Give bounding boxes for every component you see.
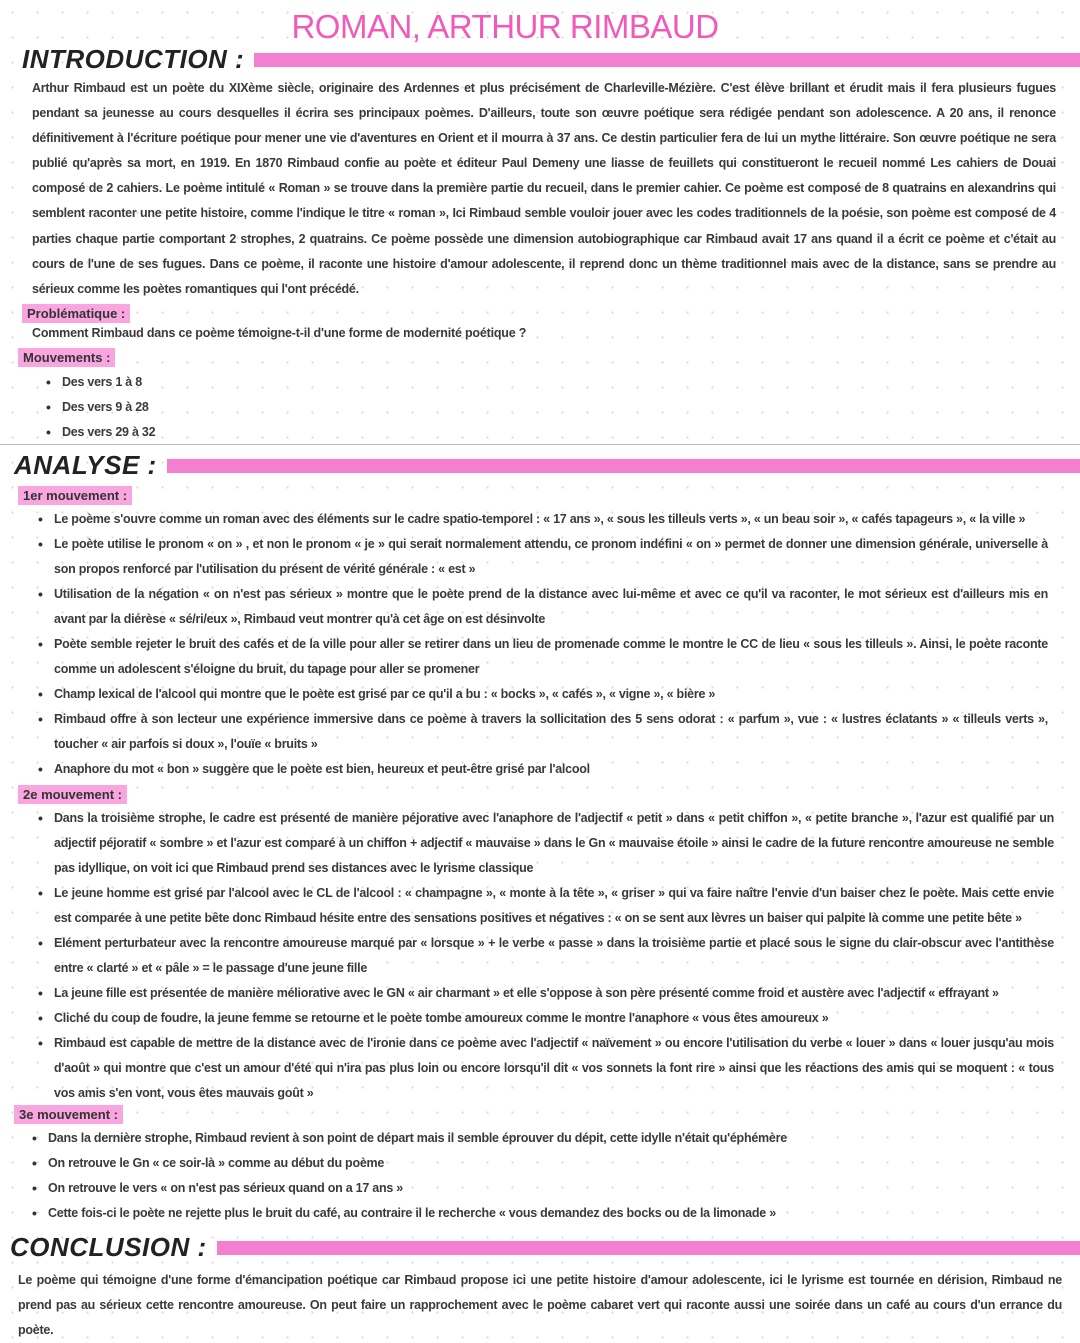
conclusion-label: CONCLUSION : [10, 1232, 207, 1262]
list-item: • Poète semble rejeter le bruit des cafés et de la ville pour aller se retirer dans un lieu de promenade comme le montre le CC de lieu « sous les tilleuls ». Ainsi, le poète raconte comme un adolescent s'éloigne du bruit, du tapage pour aller se promener [34, 632, 1048, 682]
list-item: • Dans la dernière strophe, Rimbaud revient à son point de départ mais il semble éprouver du dépit, cette idylle n'était qu'éphémère [28, 1126, 1048, 1151]
list-item: • Rimbaud offre à son lecteur une expérience immersive dans ce poème à travers la sollicitation des 5 sens odorat : « parfum », vue : « lustres éclatants » « tilleuls verts », toucher « air parfois si doux », l'ouïe « bruits » [34, 707, 1048, 757]
list-item: • Le poète utilise le pronom « on » , et non le pronom « je » qui serait normalement attendu, ce pronom indéfini « on » permet de donner une dimension générale, universelle à son propos renforcé par l'utilisation du présent de vérité générale : « est » [34, 532, 1048, 582]
page-title: ROMAN, ARTHUR RIMBAUD [291, 8, 719, 45]
mouvement-2-list [34, 806, 1054, 1106]
mouvement-2-tag: 2e mouvement : [18, 785, 127, 804]
introduction-heading [22, 44, 1080, 75]
list-item: • Le poème s'ouvre comme un roman avec des éléments sur le cadre spatio-temporel : « 17 ans », « sous les tilleuls verts », « un beau soir », « cafés tapageurs », « la ville » [34, 507, 1048, 532]
problematique-text: Comment Rimbaud dans ce poème témoigne-t-il d'une forme de modernité poétique ? [32, 326, 527, 340]
list-item: • La jeune fille est présentée de manière méliorative avec le GN « air charmant » et elle s'oppose à son père présenté comme froid et austère avec l'adjectif « effrayant » [34, 981, 1054, 1006]
list-item: • On retrouve le vers « on n'est pas sérieux quand on a 17 ans » [28, 1176, 1048, 1201]
mouvement-3-tag: 3e mouvement : [14, 1105, 123, 1124]
conclusion-bar [217, 1241, 1080, 1255]
mouvement-1-tag: 1er mouvement : [18, 486, 132, 505]
section-divider [0, 444, 1080, 445]
list-item: • Des vers 1 à 8 [42, 370, 442, 395]
mouvements-tag: Mouvements : [18, 348, 115, 367]
conclusion-heading [10, 1232, 1080, 1263]
mouvements-list [42, 370, 442, 445]
analyse-heading [14, 450, 1080, 481]
list-item: • Des vers 29 à 32 [42, 420, 442, 445]
list-item: • Dans la troisième strophe, le cadre est présenté de manière péjorative avec l'anaphore de l'adjectif « petit » dans « petit chiffon », « petite branche », l'azur est qualifié par un adjectif péjoratif « sombre » et l'azur est comparé à un chiffon + adjectif « mauvaise » dans le Gn « mauvaise étoile » ainsi le cadre de la future rencontre amoureuse ne semble pas idyllique, on voit ici que Rimbaud prend ses distances avec le lyrisme classique [34, 806, 1054, 881]
list-item: • Utilisation de la négation « on n'est pas sérieux » montre que le poète prend de la distance avec lui-même et avec ce qu'il va raconter, le mot sérieux est d'ailleurs mis en avant par la diérèse « sé/ri/eux », Rimbaud veut montrer qu'à cet âge on est désinvolte [34, 582, 1048, 632]
list-item: • Des vers 9 à 28 [42, 395, 442, 420]
list-item: • Elément perturbateur avec la rencontre amoureuse marqué par « lorsque » + le verbe « passe » dans la troisième partie et placé sous le signe du clair-obscur avec l'antithèse entre « clarté » et « pâle » = le passage d'une jeune fille [34, 931, 1054, 981]
conclusion-paragraph: Le poème qui témoigne d'une forme d'émancipation poétique car Rimbaud propose ici une petite histoire d'amour adolescente, ici le lyrisme est tournée en dérision, Rimbaud ne prend pas au sérieux cette rencontre amoureuse. On peut faire un rapprochement avec le poème cabaret vert qui raconte aussi une soirée dans un café au cours d'un errance du poète. [18, 1273, 1062, 1337]
mouvement-1-list [34, 507, 1048, 782]
analyse-bar [167, 459, 1080, 473]
list-item: • Le jeune homme est grisé par l'alcool avec le CL de l'alcool : « champagne », « monte à la tête », « griser » qui va faire naître l'envie d'un baiser chez le poète. Mais cette envie est comparée à une petite bête donc Rimbaud hésite entre des sensations positives et négatives : « on se sent aux lèvres un baiser qui palpite là comme une petite bête » [34, 881, 1054, 931]
list-item: • Rimbaud est capable de mettre de la distance avec de l'ironie dans ce poème avec l'adjectif « naïvement » ou encore l'utilisation du verbe « louer » dans « louer jusqu'au mois d'août » qui montre que c'est un amour d'été qui n'ira pas plus loin ou encore lorsqu'il dit « vos sonnets la font rire » ainsi que les réactions des amis qui se moquent : « tous vos amis s'en vont, vous êtes mauvais goût » [34, 1031, 1054, 1106]
list-item: • Cliché du coup de foudre, la jeune femme se retourne et le poète tombe amoureux comme le montre l'anaphore « vous êtes amoureux » [34, 1006, 1054, 1031]
introduction-bar [254, 53, 1080, 67]
list-item: • Anaphore du mot « bon » suggère que le poète est bien, heureux et peut-être grisé par l'alcool [34, 757, 1048, 782]
analyse-label: ANALYSE : [14, 450, 157, 480]
mouvement-3-list [28, 1126, 1048, 1226]
problematique-tag: Problématique : [22, 304, 130, 323]
list-item: • Cette fois-ci le poète ne rejette plus le bruit du café, au contraire il le recherche « vous demandez des bocks ou de la limonade » [28, 1201, 1048, 1226]
introduction-paragraph: Arthur Rimbaud est un poète du XIXème siècle, originaire des Ardennes et plus précisément de Charleville-Mézière. C'est élève brillant et érudit mais il fera plusieurs fugues pendant sa jeunesse au cours desquelles il écrira ses principaux poèmes. D'ailleurs, toute son œuvre poétique sera rédigée pendant son adolescence. A 20 ans, il renonce définitivement à l'écriture poétique pour mener une vie d'aventures en Orient et il mourra à 37 ans. Ce destin particulier fera de lui un mythe littéraire. Son œuvre poétique ne sera publié qu'après sa mort, en 1919. En 1870 Rimbaud confie au poète et éditeur Paul Demeny une liasse de feuillets qui constitueront le recueil nommé Les cahiers de Douai composé de 2 cahiers. Le poème intitulé « Roman » se trouve dans la première partie du recueil, dans le premier cahier. Ce poème est composé de 8 quatrains en alexandrins qui semblent raconter une petite histoire, comme l'indique le titre « roman », Ici Rimbaud semble vouloir jouer avec les codes traditionnels de la poésie, son poème est composé de 4 parties chaque partie comportant 2 strophes, 2 quatrains. Ce poème possède une dimension autobiographique car Rimbaud avait 17 ans quand il a écrit ce poème et c'était au cours de l'une de ses fugues. Dans ce poème, il raconte une histoire d'amour adolescente, il reprend donc un thème traditionnel mais avec de la distance, sans se prendre au sérieux comme les poètes romantiques qui l'ont précédé. [32, 81, 1056, 296]
list-item: • Champ lexical de l'alcool qui montre que le poète est grisé par ce qu'il a bu : « bocks », « cafés », « vigne », « bière » [34, 682, 1048, 707]
introduction-label: INTRODUCTION : [22, 44, 245, 74]
list-item: • On retrouve le Gn « ce soir-là » comme au début du poème [28, 1151, 1048, 1176]
